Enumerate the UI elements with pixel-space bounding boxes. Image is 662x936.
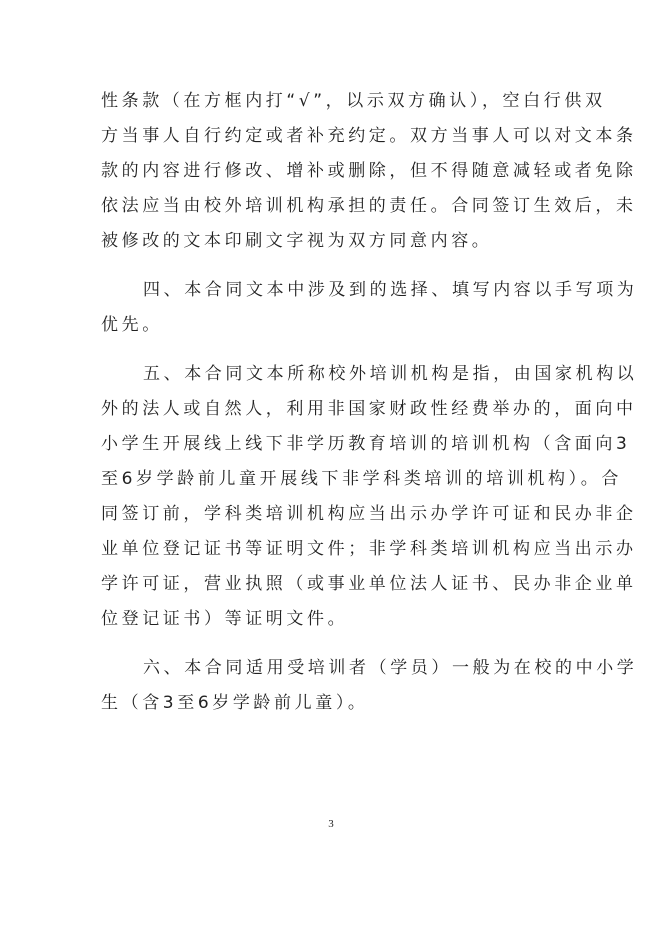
- text-line: 外的法人或自然人，利用非国家财政性经费举办的，面向中: [101, 399, 637, 419]
- paragraph-continuation: [101, 84, 637, 259]
- text-line: 业单位登记证书等证明文件；非学科类培训机构应当出示办: [101, 539, 637, 559]
- text-line: 同签订前，学科类培训机构应当出示办学许可证和民办非企: [101, 504, 637, 524]
- text-line: 位登记证书）等证明文件。: [101, 609, 349, 629]
- text-line: 性条款（在方框内打“√”，以示双方确认），空白行供双: [101, 91, 606, 111]
- paragraph-6: [101, 651, 638, 721]
- document-body: [101, 84, 638, 735]
- text-line: 被修改的文本印刷文字视为双方同意内容。: [101, 231, 493, 251]
- text-line: 四、本合同文本中涉及到的选择、填写内容以手写项为: [143, 280, 638, 300]
- page-number: 3: [328, 818, 334, 830]
- text-line: 学许可证，营业执照（或事业单位法人证书、民办非企业单: [101, 574, 637, 594]
- text-line: 优先。: [101, 315, 163, 335]
- text-line: 款的内容进行修改、增补或删除，但不得随意减轻或者免除: [101, 161, 637, 181]
- paragraph-5: [101, 357, 638, 637]
- paragraph-4: [101, 273, 638, 343]
- text-line: 方当事人自行约定或者补充约定。双方当事人可以对文本条: [101, 126, 637, 146]
- text-line: 至6岁学龄前儿童开展线下非学科类培训的培训机构）。合: [101, 469, 622, 489]
- text-line: 小学生开展线上线下非学历教育培训的培训机构（含面向3: [101, 434, 631, 454]
- text-line: 生（含3至6岁学龄前儿童）。: [101, 693, 369, 713]
- text-line: 依法应当由校外培训机构承担的责任。合同签订生效后，未: [101, 196, 637, 216]
- text-line: 六、本合同适用受培训者（学员）一般为在校的中小学: [143, 658, 638, 678]
- text-line: 五、本合同文本所称校外培训机构是指，由国家机构以: [143, 364, 638, 384]
